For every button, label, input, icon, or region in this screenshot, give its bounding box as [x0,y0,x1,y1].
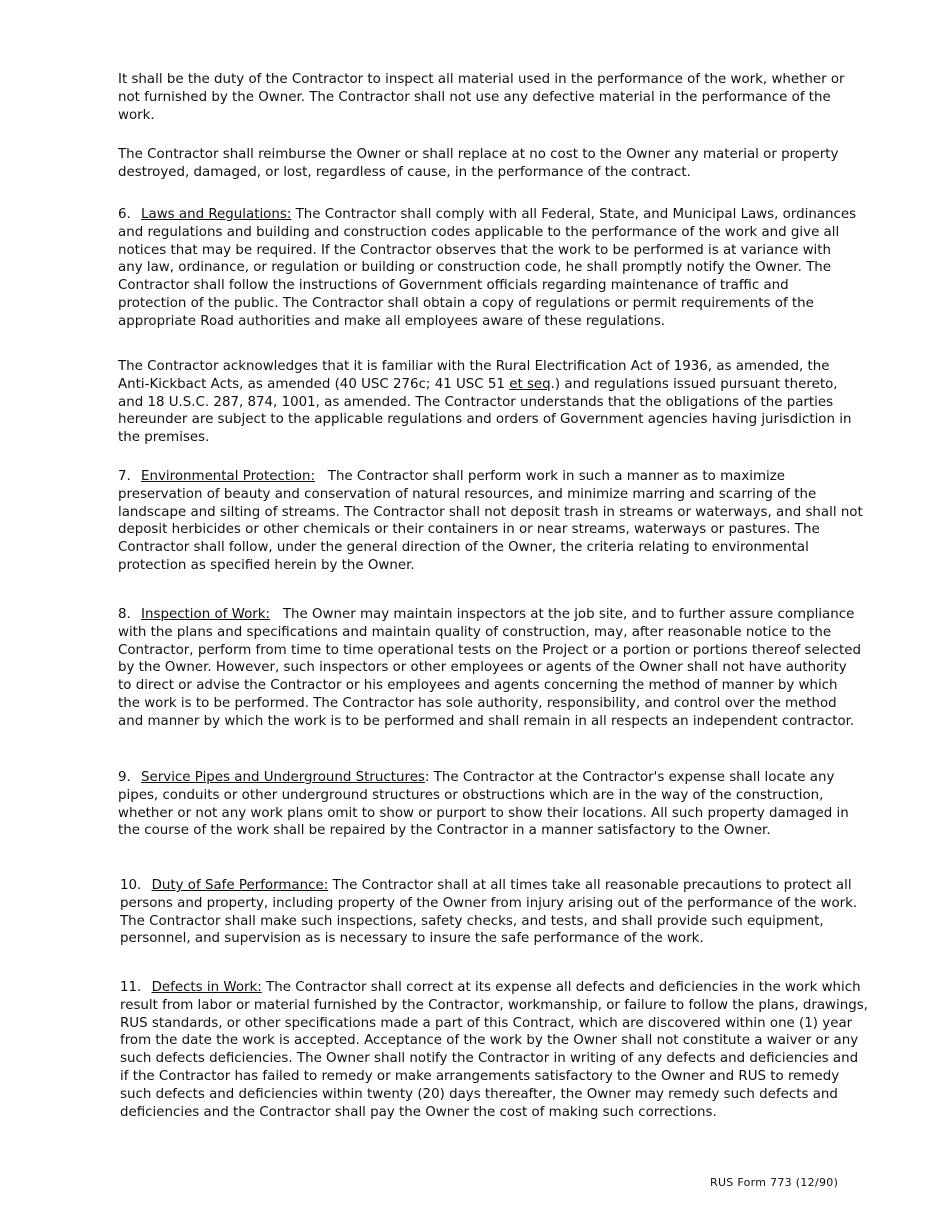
section-number: 8. [118,607,131,622]
section-7-environmental-protection [118,468,868,575]
section-heading: Service Pipes and Underground Structures [141,770,425,785]
section-body: The Owner may maintain inspectors at the job site, and to further assure compliance with the plans and specifications and maintain quality of construction, may, after reasonable notice to the Contractor, perform from time to time operational tests on the Project or a portion or portions thereof selected by the Owner. However, such inspectors or other employees or agents of the Owner shall not have authority to direct or advise the Contractor or his employees and agents concerning the method of manner by which the work is to be performed. The Contractor has sole authority, responsibility, and control over the method and manner by which the work is to be performed and shall remain in all respects an independent contractor. [118,607,866,729]
section-number: 9. [118,770,131,785]
section-8-inspection-of-work [118,606,866,731]
paragraph-rural-electrification-act [118,358,863,447]
section-heading: Laws and Regulations: [141,207,292,222]
form-footer-id: RUS Form 773 (12/90) [710,1176,839,1189]
section-number: 10. [120,878,142,893]
section-body: The Contractor shall correct at its expense all defects and deficiencies in the work which result from labor or material furnished by the Contractor, workmanship, or failure to follow the plans, drawings, RUS standards, or other specifications made a part of this Contract, which are discovered within one (1) year from the date the work is accepted. Acceptance of the work by the Owner shall not constitute a waiver or any such defects deficiencies. The Owner shall notify the Contractor in writing of any defects and deficiencies and if the Contractor has failed to remedy or make arrangements satisfactory to the Owner and RUS to remedy such defects and deficiencies within twenty (20) days thereafter, the Owner may remedy such defects and deficiencies and the Contractor shall pay the Owner the cost of making such corrections. [120,980,868,1120]
section-11-defects-in-work [120,979,870,1121]
section-heading: Environmental Protection: [141,469,315,484]
paragraph-part: .) and regulations issued pursuant thereto, and 18 U.S.C. 287, 874, 1001, as amended. The Contractor understands that the obligations of the parties hereunder are subject to the applicable regulations and orders of Government agencies having jurisdiction in the premises. [118,376,852,446]
section-heading: Inspection of Work: [141,607,271,622]
paragraph-part: The Contractor acknowledges that it is familiar with the Rural Electrification Act of 1936, as amended, the Anti-Kickbact Acts, as amended (40 USC 276c; 41 USC 51 [118,359,830,392]
paragraph-material-inspection: It shall be the duty of the Contractor to inspect all material used in the performance of the work, whether or not furnished by the Owner. The Contractor shall not use any defective material in the performance of the work. [118,72,845,123]
section-heading: Duty of Safe Performance: [151,878,329,893]
section-6-laws-and-regulations [118,206,858,331]
section-heading: Defects in Work: [151,980,262,995]
section-9-service-pipes [118,769,863,840]
section-number: 7. [118,469,131,484]
section-body: The Contractor shall perform work in such a manner as to maximize preservation of beauty and conservation of natural resources, and minimize marring and scarring of the landscape and silting of streams. The Contractor shall not deposit trash in streams or waterways, and shall not deposit herbicides or other chemicals or their containers in or near streams, waterways or pastures. The Contractor shall follow, under the general direction of the Owner, the criteria relating to environmental protection as specified herein by the Owner. [118,469,868,573]
section-body: : The Contractor at the Contractor's expense shall locate any pipes, conduits or other underground structures or obstructions which are in the way of the construction, whether or not any work plans omit to show or purport to show their locations. All such property damaged in the course of the work shall be repaired by the Contractor in a manner satisfactory to the Owner. [118,770,849,839]
section-body: The Contractor shall at all times take all reasonable precautions to protect all persons and property, including property of the Owner from injury arising out of the performance of the work. The Contractor shall make such inspections, safety checks, and tests, and shall provide such equipment, personnel, and supervision as is necessary to insure the safe performance of the work. [120,878,858,947]
section-number: 11. [120,980,142,995]
section-number: 6. [118,207,131,222]
paragraph-reimburse-owner: The Contractor shall reimburse the Owner or shall replace at no cost to the Owner any material or property destroyed, damaged, or lost, regardless of cause, in the performance of the contract. [118,147,839,180]
section-body: The Contractor shall comply with all Federal, State, and Municipal Laws, ordinances and regulations and building and construction codes applicable to the performance of the work and give all notices that may be required. If the Contractor observes that the work to be performed is at variance with any law, ordinance, or regulation or building or construction code, he shall promptly notify the Owner. The Contractor shall follow the instructions of Government officials regarding maintenance of traffic and protection of the public. The Contractor shall obtain a copy of regulations or permit requirements of the appropriate Road authorities and make all employees aware of these regulations. [118,207,857,329]
section-10-duty-of-safe-performance [120,877,865,948]
et-seq-term: et seq [509,376,551,392]
